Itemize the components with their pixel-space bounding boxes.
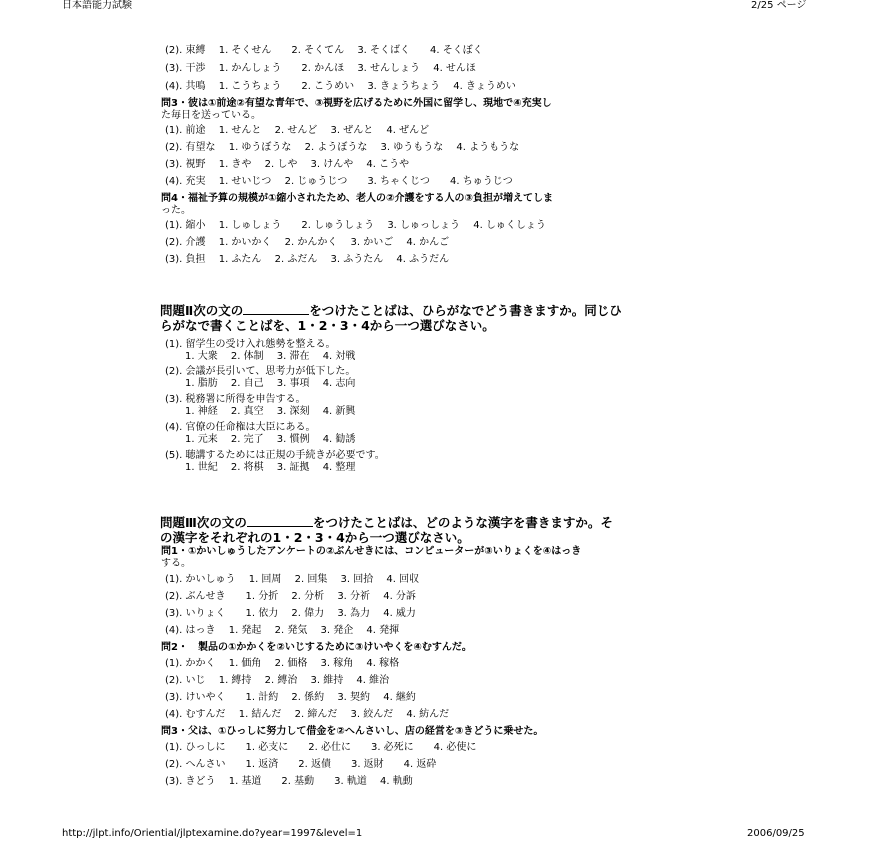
mondai3-q1-option-line: (1). かいしゅう 1. 回周 2. 回集 3. 回拾 4. 回収 bbox=[165, 574, 420, 585]
q3-option-line: (1). 前途 1. せんと 2. せんど 3. ぜんと 4. ぜんど bbox=[165, 125, 430, 136]
mondai2-question: (2). 会議が長引いて、思考力が低下した。 bbox=[165, 366, 356, 377]
mondai3-q1-option-line: (3). いりょく 1. 依力 2. 偉力 3. 為力 4. 威力 bbox=[165, 608, 416, 619]
mondai3-q1-option-line: (4). はっき 1. 発起 2. 発気 3. 発企 4. 発揮 bbox=[165, 625, 400, 636]
q2-option-line: (3). 干渉 1. かんしょう 2. かんほ 3. せんしょう 4. せんほ bbox=[165, 63, 476, 74]
q4-option-line: (1). 縮小 1. しゅしょう 2. しゅうしょう 3. しゅっしょう 4. しゅくしょう bbox=[165, 220, 546, 231]
footer-date: 2006/09/25 bbox=[747, 828, 805, 839]
mondai2-question: (3). 税務署に所得を申告する。 bbox=[165, 394, 306, 405]
mondai3-question-2: 問2・ 製品の①かかくを②いじするために③けいやくを④むすんだ。 bbox=[161, 642, 472, 653]
mondai3-q2-option-line: (4). むすんだ 1. 結んだ 2. 締んだ 3. 絞んだ 4. 紡んだ bbox=[165, 709, 450, 720]
mondai3-q1-option-line: (2). ぶんせき 1. 分折 2. 分析 3. 分祈 4. 分訴 bbox=[165, 591, 416, 602]
q2-option-line: (2). 束縛 1. そくせん 2. そくてん 3. そくばく 4. そくぼく bbox=[165, 45, 483, 56]
question-3-text-cont: た毎日を送っている。 bbox=[161, 110, 261, 121]
mondai3-question-1-cont: する。 bbox=[161, 558, 191, 569]
mondai2-choices: 1. 脂肪 2. 自己 3. 事項 4. 志向 bbox=[185, 378, 356, 389]
mondai-3-title-cont: の漢字をそれぞれの1・2・3・4から一つ選びなさい。 bbox=[160, 530, 470, 545]
q3-option-line: (4). 充実 1. せいじつ 2. じゅうじつ 3. ちゃくじつ 4. ちゅうじつ bbox=[165, 176, 513, 187]
mondai-2-title-cont: らがなで書くことばを、1・2・3・4から一つ選びなさい。 bbox=[160, 318, 495, 333]
mondai3-question-3: 問3・父は、①ひっしに努力して借金を②へんさいし、店の経営を③きどうに乗せた。 bbox=[161, 726, 544, 737]
mondai2-choices: 1. 大衆 2. 体制 3. 滞在 4. 対戦 bbox=[185, 351, 356, 362]
mondai3-q2-option-line: (1). かかく 1. 価角 2. 価格 3. 稼角 4. 稼格 bbox=[165, 658, 400, 669]
page-header-pagenum: 2/25 ページ bbox=[751, 0, 807, 11]
mondai2-choices: 1. 元来 2. 完了 3. 慣例 4. 勧誘 bbox=[185, 434, 356, 445]
mondai3-q3-option-line: (1). ひっしに 1. 必支に 2. 必仕に 3. 必死に 4. 必使に bbox=[165, 742, 477, 753]
mondai-3-title: 問題Ⅲ次の文の をつけたことばは、どのような漢字を書きますか。そ bbox=[160, 515, 613, 530]
question-4-text-cont: った。 bbox=[161, 205, 191, 216]
q4-option-line: (3). 負担 1. ふたん 2. ふだん 3. ふうたん 4. ふうだん bbox=[165, 254, 450, 265]
mondai3-q2-option-line: (2). いじ 1. 縛持 2. 縛治 3. 維持 4. 維治 bbox=[165, 675, 390, 686]
q2-option-line: (4). 共鳴 1. こうちょう 2. こうめい 3. きょうちょう 4. きょうめい bbox=[165, 81, 516, 92]
mondai2-question: (1). 留学生の受け入れ態勢を整える。 bbox=[165, 339, 336, 350]
q3-option-line: (2). 有望な 1. ゆうぼうな 2. ようぼうな 3. ゆうもうな 4. ようもうな bbox=[165, 142, 520, 153]
mondai3-question-1: 問1・①かいしゅうしたアンケートの②ぶんせきには、コンピューターが③いりょくを④はっき bbox=[161, 546, 582, 557]
mondai3-q2-option-line: (3). けいやく 1. 計約 2. 係約 3. 契約 4. 継約 bbox=[165, 692, 416, 703]
page-header-title: 日本語能力試験 bbox=[62, 0, 132, 11]
mondai2-question: (4). 官僚の任命権は大臣にある。 bbox=[165, 422, 316, 433]
q3-option-line: (3). 視野 1. きや 2. しや 3. けんや 4. こうや bbox=[165, 159, 410, 170]
mondai2-question: (5). 聴講するためには正規の手続きが必要です。 bbox=[165, 450, 385, 461]
mondai-2-title: 問題Ⅱ次の文の をつけたことばは、ひらがなでどう書きますか。同じひ bbox=[160, 303, 622, 318]
footer-url: http://jlpt.info/Oriential/jlptexamine.do?year=1997&level=1 bbox=[62, 828, 363, 839]
mondai2-choices: 1. 世紀 2. 将棋 3. 証拠 4. 整理 bbox=[185, 462, 356, 473]
question-3-text: 問3・彼は①前途②有望な青年で、③視野を広げるために外国に留学し、現地で④充実し bbox=[161, 98, 552, 109]
question-4-text: 問4・福祉予算の規模が①縮小されたため、老人の②介護をする人の③負担が増えてしま bbox=[161, 193, 553, 204]
q4-option-line: (2). 介護 1. かいかく 2. かんかく 3. かいご 4. かんご bbox=[165, 237, 450, 248]
mondai3-q3-option-line: (2). へんさい 1. 返済 2. 返債 3. 返財 4. 返砕 bbox=[165, 759, 437, 770]
mondai3-q3-option-line: (3). きどう 1. 基道 2. 基動 3. 軌道 4. 軌動 bbox=[165, 776, 413, 787]
mondai2-choices: 1. 神経 2. 真空 3. 深刻 4. 新興 bbox=[185, 406, 356, 417]
